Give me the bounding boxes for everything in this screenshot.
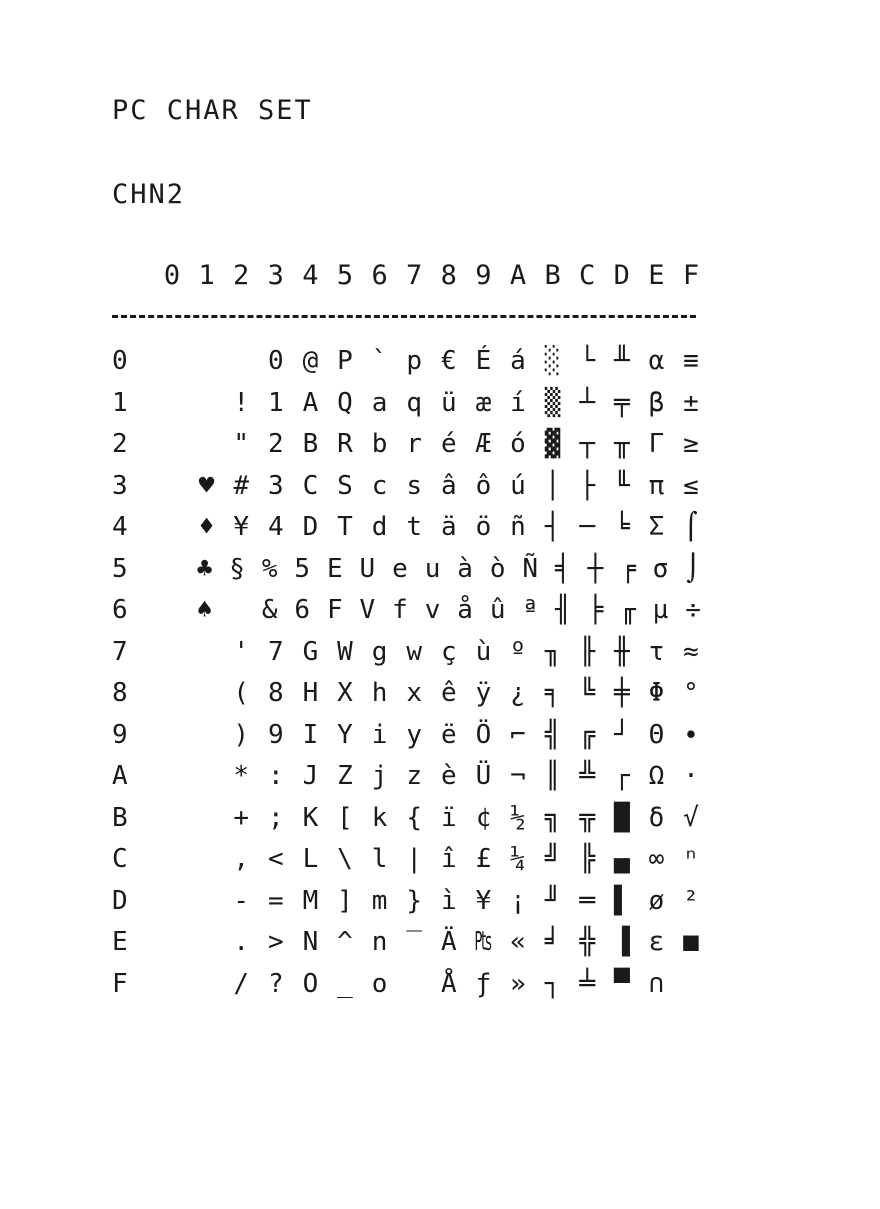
char-cell: ╬ xyxy=(579,927,596,957)
char-cell: + xyxy=(233,802,250,833)
char-cell: í xyxy=(510,387,526,418)
char-cell: P xyxy=(337,346,353,376)
char-cell: Å xyxy=(440,968,457,999)
char-cell: Φ xyxy=(648,678,665,708)
row-label: E xyxy=(112,927,128,957)
char-cell: ┐ xyxy=(544,968,561,999)
char-cell: j xyxy=(371,761,388,791)
char-cell: J xyxy=(302,761,319,791)
char-cell: 7 xyxy=(267,636,284,667)
char-cell: ¥ xyxy=(475,885,492,916)
char-cell: ╡ xyxy=(554,553,571,584)
row-label: 3 xyxy=(112,470,128,501)
char-cell: : xyxy=(267,761,284,791)
char-cell: ≡ xyxy=(683,346,699,376)
char-cell: Y xyxy=(337,719,353,750)
column-header: D xyxy=(613,260,630,291)
char-cell: ╫ xyxy=(613,636,630,667)
row-label: 7 xyxy=(112,636,128,667)
char-cell: G xyxy=(302,636,319,667)
char-cell: > xyxy=(267,927,284,957)
char-cell: 4 xyxy=(267,512,284,542)
row-label: 5 xyxy=(112,553,128,584)
row-label: A xyxy=(112,761,128,791)
char-cell: A xyxy=(302,387,319,418)
char-cell: 0 xyxy=(267,346,284,376)
char-cell: à xyxy=(457,553,473,584)
column-header: 4 xyxy=(302,260,319,291)
char-cell: [ xyxy=(337,802,353,833)
char-cell: ╚ xyxy=(579,678,596,708)
char-cell: ^ xyxy=(337,927,353,957)
char-cell: 5 xyxy=(294,553,311,584)
char-cell: ╤ xyxy=(613,387,630,418)
char-cell: â xyxy=(440,470,457,501)
char-cell: Ñ xyxy=(522,553,539,584)
column-header: 7 xyxy=(406,260,423,291)
char-cell: é xyxy=(440,429,457,459)
char-cell: î xyxy=(440,844,457,874)
char-cell: 2 xyxy=(267,429,284,459)
char-cell: h xyxy=(371,678,388,708)
char-cell: a xyxy=(371,387,388,418)
char-cell: 1 xyxy=(267,387,284,418)
char-cell: 9 xyxy=(267,719,284,750)
char-cell: è xyxy=(440,761,457,791)
char-cell: ë xyxy=(440,719,457,750)
char-cell: c xyxy=(371,470,388,501)
char-cell: * xyxy=(233,761,250,791)
char-cell: E xyxy=(326,553,343,584)
char-cell: ╖ xyxy=(544,636,561,667)
char-cell: ║ xyxy=(544,761,561,791)
char-cell: │ xyxy=(544,470,561,501)
char-cell: e xyxy=(392,553,408,584)
char-cell: b xyxy=(371,429,388,459)
char-cell: ▀ xyxy=(613,968,630,999)
char-cell: ¥ xyxy=(233,512,250,542)
char-cell: % xyxy=(261,553,278,584)
char-cell: ╩ xyxy=(579,761,596,791)
char-cell: z xyxy=(406,761,423,791)
char-cell: σ xyxy=(652,553,669,584)
char-cell: ┬ xyxy=(579,429,596,459)
char-cell: f xyxy=(392,595,408,625)
char-cell: ╥ xyxy=(613,429,630,459)
char-cell: ` xyxy=(371,346,388,376)
char-cell: █ xyxy=(613,802,630,833)
char-cell: ½ xyxy=(510,802,526,833)
char-cell: ≤ xyxy=(683,470,699,501)
char-cell: ╗ xyxy=(544,802,561,833)
char-cell: » xyxy=(510,968,526,999)
char-cell: ♣ xyxy=(196,553,213,584)
char-cell: u xyxy=(424,553,441,584)
char-cell: ╓ xyxy=(620,595,636,625)
char-cell: ─ xyxy=(579,512,596,542)
column-header: E xyxy=(648,260,665,291)
char-cell: ├ xyxy=(579,470,596,501)
char-cell: V xyxy=(359,595,376,625)
char-cell: l xyxy=(371,844,388,874)
row-label: 1 xyxy=(112,387,128,418)
char-cell: ∞ xyxy=(648,844,665,874)
char-cell: , xyxy=(233,844,250,874)
column-header: A xyxy=(509,260,527,291)
char-cell: Γ xyxy=(648,429,665,459)
char-cell: ╦ xyxy=(579,802,596,833)
char-cell: ó xyxy=(510,429,526,459)
char-cell: { xyxy=(406,802,423,833)
char-cell: § xyxy=(229,553,245,584)
char-cell: º xyxy=(510,636,526,667)
char-cell: k xyxy=(371,802,388,833)
char-cell: Q xyxy=(337,387,353,418)
row-label: 9 xyxy=(112,719,128,750)
char-cell: 8 xyxy=(267,678,284,708)
char-cell: ε xyxy=(648,927,665,957)
char-cell: æ xyxy=(475,387,492,418)
char-cell: ! xyxy=(233,387,250,418)
char-cell: ♥ xyxy=(198,470,215,501)
char-cell: Ö xyxy=(475,719,492,750)
char-cell: ░ xyxy=(544,346,561,376)
char-cell: " xyxy=(233,429,250,459)
char-cell: ┴ xyxy=(579,387,596,418)
row-label: B xyxy=(112,802,128,833)
char-cell: τ xyxy=(648,636,665,667)
char-cell: ° xyxy=(683,678,699,708)
char-cell: ╨ xyxy=(613,346,630,376)
char-cell: Θ xyxy=(648,719,665,750)
char-cell: ╜ xyxy=(544,885,561,916)
header-divider xyxy=(112,315,696,318)
char-cell: w xyxy=(406,636,423,667)
char-cell: ≥ xyxy=(683,429,699,459)
char-cell: ± xyxy=(683,387,699,418)
char-cell: < xyxy=(267,844,284,874)
row-label: 6 xyxy=(112,595,128,625)
char-cell: t xyxy=(406,512,423,542)
char-cell: ÷ xyxy=(685,595,701,625)
char-cell: « xyxy=(510,927,526,957)
char-cell: û xyxy=(489,595,506,625)
char-cell: ò xyxy=(489,553,506,584)
char-cell: δ xyxy=(648,802,665,833)
column-header: C xyxy=(579,260,596,291)
char-cell: _ xyxy=(337,968,353,999)
char-cell: L xyxy=(302,844,319,874)
char-cell: ╪ xyxy=(613,678,630,708)
char-cell: ⁿ xyxy=(683,844,699,874)
char-cell: \ xyxy=(337,844,353,874)
char-cell: ⌠ xyxy=(683,512,699,542)
char-cell: ² xyxy=(683,885,699,916)
char-cell: ö xyxy=(475,512,492,542)
char-cell: ÿ xyxy=(475,678,492,708)
char-cell: ù xyxy=(475,636,492,667)
char-cell: ≈ xyxy=(683,636,699,667)
char-cell: ╙ xyxy=(613,470,630,501)
char-cell: H xyxy=(302,678,319,708)
char-cell: = xyxy=(267,885,284,916)
row-label: F xyxy=(112,968,128,999)
char-cell: x xyxy=(406,678,423,708)
char-cell: ê xyxy=(440,678,457,708)
char-cell: s xyxy=(406,470,423,501)
char-cell: d xyxy=(371,512,388,542)
char-cell: ; xyxy=(267,802,284,833)
char-cell: Æ xyxy=(475,429,492,459)
column-header: B xyxy=(544,260,561,291)
char-cell: ø xyxy=(648,885,665,916)
char-cell: É xyxy=(475,346,492,376)
char-cell: ╣ xyxy=(544,719,561,750)
char-cell: y xyxy=(406,719,423,750)
char-cell: o xyxy=(371,968,388,999)
column-header: 1 xyxy=(198,260,215,291)
char-cell: ╕ xyxy=(544,678,561,708)
char-cell: á xyxy=(510,346,526,376)
char-cell: ) xyxy=(233,719,250,750)
char-cell: ╔ xyxy=(579,719,596,750)
char-cell: Ω xyxy=(648,761,665,791)
char-cell: Ä xyxy=(440,927,457,957)
char-cell: ú xyxy=(510,470,526,501)
char-cell: Σ xyxy=(648,512,665,542)
char-cell: ═ xyxy=(579,885,596,916)
char-cell: ‾ xyxy=(406,927,423,957)
char-cell: N xyxy=(302,927,319,957)
char-cell: ▄ xyxy=(613,844,630,874)
char-cell: √ xyxy=(683,802,699,833)
row-label: 4 xyxy=(112,512,128,542)
char-cell: W xyxy=(337,636,353,667)
char-cell: π xyxy=(648,470,665,501)
column-header: 9 xyxy=(475,260,492,291)
char-cell: ₧ xyxy=(475,927,492,957)
char-cell: ¿ xyxy=(510,678,526,708)
row-label: 0 xyxy=(112,346,128,376)
char-cell: ¬ xyxy=(510,761,526,791)
char-cell: ' xyxy=(233,636,250,667)
column-header: 6 xyxy=(371,260,388,291)
char-cell: Z xyxy=(337,761,353,791)
char-cell: ▌ xyxy=(613,885,630,916)
char-cell: ╞ xyxy=(587,595,604,625)
code-page-name: CHN2 xyxy=(112,179,186,210)
char-cell: ╛ xyxy=(544,927,561,957)
char-cell: ♠ xyxy=(196,595,213,625)
char-cell: ñ xyxy=(510,512,526,542)
char-cell: M xyxy=(302,885,319,916)
char-cell: m xyxy=(371,885,388,916)
char-cell: ( xyxy=(233,678,250,708)
char-cell: ï xyxy=(440,802,457,833)
char-cell: / xyxy=(233,968,250,999)
char-cell: v xyxy=(424,595,441,625)
char-cell: r xyxy=(406,429,423,459)
char-cell: ╟ xyxy=(579,636,596,667)
column-header: 8 xyxy=(440,260,457,291)
row-label: 2 xyxy=(112,429,128,459)
char-cell: ▓ xyxy=(544,429,561,459)
char-cell: g xyxy=(371,636,388,667)
char-cell: ┘ xyxy=(613,719,630,750)
char-cell: C xyxy=(302,470,319,501)
char-cell: ] xyxy=(337,885,353,916)
char-cell: ¢ xyxy=(475,802,492,833)
char-cell: £ xyxy=(475,844,492,874)
char-cell: · xyxy=(683,761,699,791)
char-cell: ┼ xyxy=(587,553,604,584)
char-cell: ¼ xyxy=(510,844,526,874)
char-cell: U xyxy=(359,553,376,584)
char-cell: | xyxy=(406,844,423,874)
char-cell: I xyxy=(302,719,319,750)
char-cell: R xyxy=(337,429,353,459)
char-cell: ç xyxy=(440,636,457,667)
row-label: C xyxy=(112,844,128,874)
char-cell: ? xyxy=(267,968,284,999)
char-cell: Ü xyxy=(475,761,492,791)
char-cell: ┤ xyxy=(544,512,561,542)
column-header: 3 xyxy=(267,260,284,291)
char-cell: O xyxy=(302,968,319,999)
char-cell: ª xyxy=(522,595,539,625)
column-header: F xyxy=(682,260,700,291)
char-cell: F xyxy=(326,595,343,625)
char-cell: T xyxy=(337,512,353,542)
char-cell: ⌡ xyxy=(685,553,701,584)
char-cell: ╒ xyxy=(620,553,636,584)
char-cell: ╢ xyxy=(554,595,571,625)
char-cell: ┌ xyxy=(613,761,630,791)
char-cell: ƒ xyxy=(475,968,492,999)
char-cell: @ xyxy=(302,346,319,376)
char-cell: K xyxy=(302,802,319,833)
char-cell: n xyxy=(371,927,388,957)
char-cell: & xyxy=(261,595,278,625)
char-cell: ╘ xyxy=(613,512,630,542)
char-cell: # xyxy=(233,470,250,501)
char-cell: } xyxy=(406,885,423,916)
page-title: PC CHAR SET xyxy=(112,95,313,126)
char-cell: B xyxy=(302,429,319,459)
char-cell: i xyxy=(371,719,388,750)
char-cell: S xyxy=(337,470,353,501)
char-cell: ü xyxy=(440,387,457,418)
char-cell: ╧ xyxy=(579,968,596,999)
char-cell: ♦ xyxy=(198,512,215,542)
char-cell: └ xyxy=(579,346,596,376)
char-cell: µ xyxy=(652,595,669,625)
char-cell: ⌐ xyxy=(510,719,526,750)
char-cell: å xyxy=(457,595,473,625)
char-cell: ▐ xyxy=(613,927,630,957)
char-cell: β xyxy=(648,387,665,418)
char-cell: ä xyxy=(440,512,457,542)
char-cell: ╠ xyxy=(579,844,596,874)
char-cell: - xyxy=(233,885,250,916)
row-label: D xyxy=(112,885,128,916)
char-cell: X xyxy=(337,678,353,708)
char-cell: ╝ xyxy=(544,844,561,874)
char-cell: p xyxy=(406,346,423,376)
char-cell: q xyxy=(406,387,423,418)
char-cell: 6 xyxy=(294,595,311,625)
char-cell: . xyxy=(233,927,250,957)
char-cell: 3 xyxy=(267,470,284,501)
char-cell: ∩ xyxy=(648,968,665,999)
char-cell: ▒ xyxy=(544,387,561,418)
row-label: 8 xyxy=(112,678,128,708)
char-cell: ô xyxy=(475,470,492,501)
column-header: 0 xyxy=(163,260,181,291)
char-cell: ì xyxy=(440,885,457,916)
char-cell: € xyxy=(440,346,457,376)
column-header: 5 xyxy=(336,260,354,291)
char-cell: α xyxy=(648,346,665,376)
column-header: 2 xyxy=(233,260,250,291)
char-cell: ¡ xyxy=(510,885,526,916)
char-cell: ■ xyxy=(683,927,699,957)
char-cell: D xyxy=(302,512,319,542)
char-cell: ∙ xyxy=(683,719,699,750)
